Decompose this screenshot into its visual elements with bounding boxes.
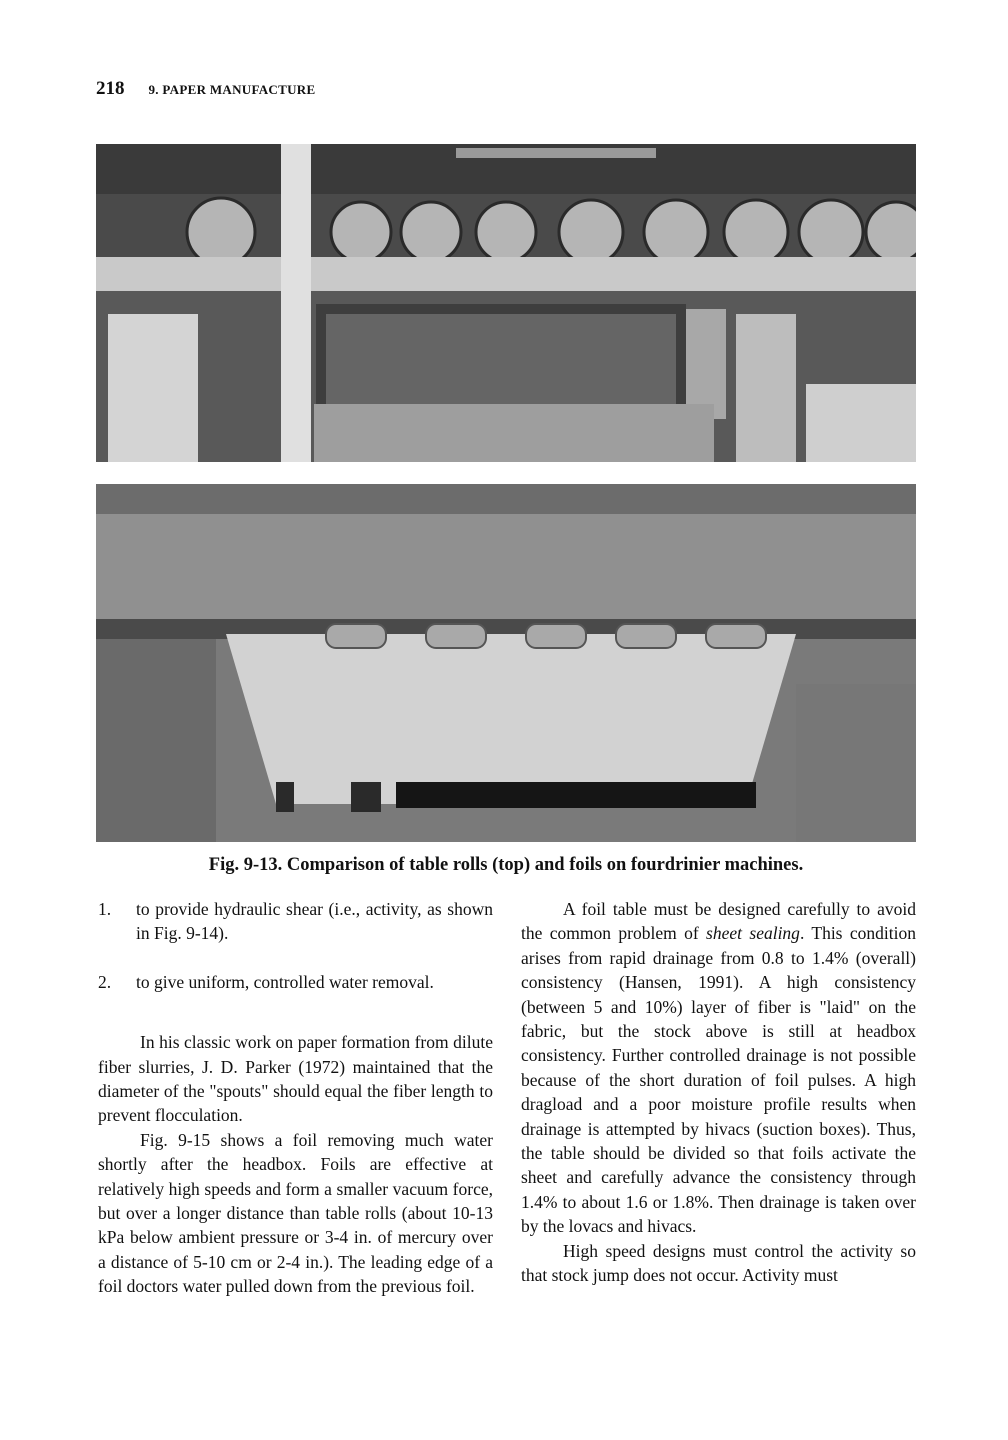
figure-photo-foils xyxy=(96,484,916,842)
page-header xyxy=(96,78,315,100)
list-item xyxy=(98,970,493,994)
body-paragraph: Fig. 9-15 shows a foil removing much water shortly after the headbox. Foils are effective at relatively high speeds and form a smaller vacuum force, but over a longer distance than table rolls (about 10-13 kPa below ambient pressure or 3-4 in. of mercury over a distance of 5-10 cm or 2-4 in.). The leading edge of a foil doctors water pulled down from the previous foil. xyxy=(98,1129,493,1297)
body-paragraph: High speed designs must control the activity so that stock jump does not occur. Activity must xyxy=(521,1240,916,1286)
list-text: to provide hydraulic shear (i.e., activity, as shown in Fig. 9-14). xyxy=(136,899,493,944)
list-number: 1. xyxy=(98,899,112,919)
left-column xyxy=(98,897,493,1299)
running-head: 9. PAPER MANUFACTURE xyxy=(148,82,316,97)
body-paragraph: In his classic work on paper formation from dilute fiber slurries, J. D. Parker (1972) maintained that the diameter of the "spouts" should equal the fiber length to prevent flocculation. xyxy=(98,1032,493,1126)
list-item xyxy=(98,897,493,946)
body-paragraph xyxy=(521,897,916,1239)
page-number: 218 xyxy=(96,78,125,99)
paragraph-text: . This condition arises from rapid drainage from 0.8 to 1.4% (overall) consistency (Hansen, 1991). A high consistency (between 5 and 10%) layer of fiber is "laid" on the fabric, but the stock above is still at headbox consistency. Further controlled drainage is not possible because of the short duration of foil pulses. A high dragload and a poor moisture profile results when drainage is attempted by hivacs (suction boxes). Thus, the table should be divided so that foils activate the sheet and carefully advance the consistency through 1.4% to about 1.6 or 1.8%. Then drainage is taken over by the lovacs and hivacs. xyxy=(521,923,916,1237)
paragraph-text: A foil table must be designed carefully to avoid the common problem of xyxy=(521,899,916,944)
list-number: 2. xyxy=(98,971,112,992)
figure-photo-table-rolls xyxy=(96,144,916,462)
right-column xyxy=(521,897,916,1288)
figure-caption: Fig. 9-13. Comparison of table rolls (top) and foils on fourdrinier machines. xyxy=(208,855,804,875)
list-text: to give uniform, controlled water removal. xyxy=(136,971,434,992)
emphasized-term: sheet sealing xyxy=(706,923,800,944)
